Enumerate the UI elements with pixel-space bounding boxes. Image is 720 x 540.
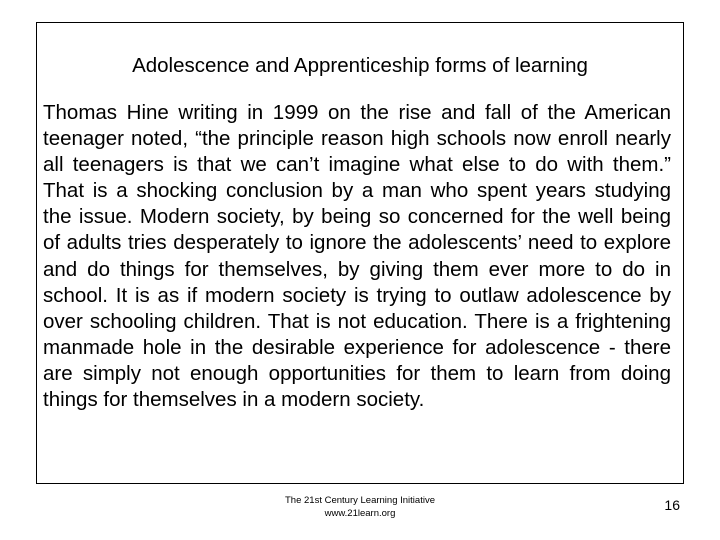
footer-website: www.21learn.org <box>324 508 396 519</box>
footer-organization: The 21st Century Learning Initiative <box>285 495 435 506</box>
footer-credit <box>250 494 470 520</box>
slide-title: Adolescence and Apprenticeship forms of learning <box>132 54 588 77</box>
page-number: 16 <box>664 497 680 513</box>
slide-body-text: Thomas Hine writing in 1999 on the rise and fall of the American teenager noted, “the principle reason high schools now enroll nearly all teenagers is that we can’t imagine what else to do with them.” That is a shocking conclusion by a man who spent years studying the issue. Modern society, by being so concerned for the well being of adults tries desperately to ignore the adolescents’ need to explore and do things for themselves, by giving them ever more to do in school. It is as if modern society is trying to outlaw adolescence by over schooling children. That is not education. There is a frightening manmade hole in the desirable experience for adolescence - there are simply not enough opportunities for them to learn from doing things for themselves in a modern society. <box>43 101 671 412</box>
slide-frame <box>36 22 684 484</box>
